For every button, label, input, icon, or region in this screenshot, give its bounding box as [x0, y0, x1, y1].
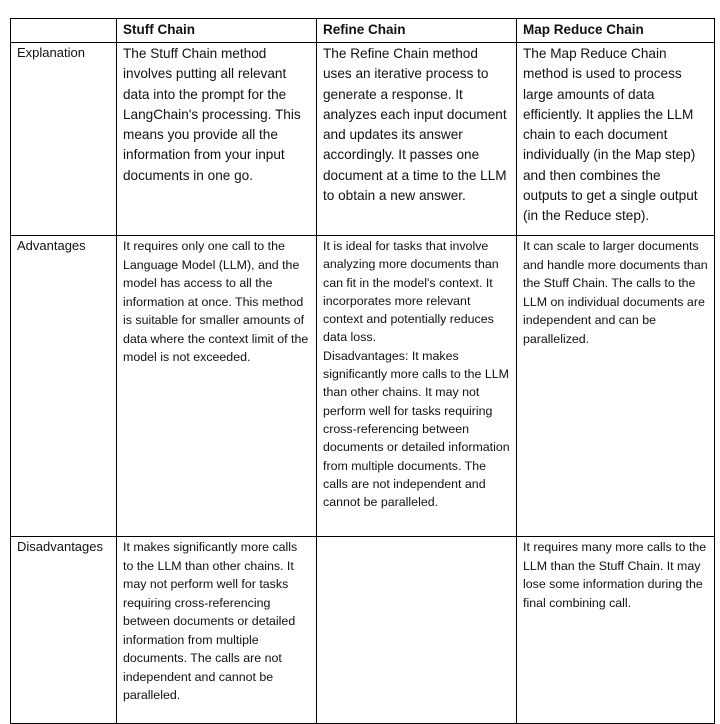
cell-advantages-refine-extra: Disadvantages: It makes significantly more calls to the LLM than other chains. It may not perform well for tasks requiring cross-referencing between documents or detailed information from multiple documents. The calls are not independent and cannot be paralleled. — [323, 348, 510, 510]
row-explanation — [11, 43, 715, 236]
comparison-table — [10, 18, 715, 724]
cell-disadvantages-stuff: It makes significantly more calls to the LLM than other chains. It may not perform well for tasks requiring cross-referencing between documents or detailed information from multiple documents. The calls are not independent and cannot be paralleled. — [117, 537, 317, 724]
cell-explanation-stuff: The Stuff Chain method involves putting all relevant data into the prompt for the LangChain's processing. This means you provide all the information from your input documents in one go. — [117, 43, 317, 236]
cell-disadvantages-refine — [317, 537, 517, 724]
cell-advantages-map-reduce: It can scale to larger documents and handle more documents than the Stuff Chain. The calls to the LLM on individual documents are independent and can be parallelized. — [517, 236, 715, 537]
header-row — [11, 19, 715, 43]
header-corner-cell — [11, 19, 117, 43]
header-stuff-chain: Stuff Chain — [117, 19, 317, 43]
cell-advantages-stuff: It requires only one call to the Language Model (LLM), and the model has access to all the information at once. This method is suitable for smaller amounts of data where the context limit of the model is not exceeded. — [117, 236, 317, 537]
row-label-explanation: Explanation — [11, 43, 117, 236]
cell-advantages-refine-text: It is ideal for tasks that involve analyzing more documents than can fit in the model's context. It incorporates more relevant context and potentially reduces data loss. — [323, 239, 499, 345]
row-label-disadvantages: Disadvantages — [11, 537, 117, 724]
row-advantages — [11, 236, 715, 537]
cell-explanation-map-reduce: The Map Reduce Chain method is used to process large amounts of data efficiently. It applies the LLM chain to each document individually (in the Map step) and then combines the outputs to get a single output (in the Reduce step). — [517, 43, 715, 236]
header-refine-chain: Refine Chain — [317, 19, 517, 43]
cell-disadvantages-map-reduce: It requires many more calls to the LLM than the Stuff Chain. It may lose some information during the final combining call. — [517, 537, 715, 724]
row-disadvantages — [11, 537, 715, 724]
cell-explanation-refine: The Refine Chain method uses an iterative process to generate a response. It analyzes each input document and updates its answer accordingly. It passes one document at a time to the LLM to obtain a new answer. — [317, 43, 517, 236]
cell-advantages-refine — [317, 236, 517, 537]
row-label-advantages: Advantages — [11, 236, 117, 537]
header-map-reduce-chain: Map Reduce Chain — [517, 19, 715, 43]
